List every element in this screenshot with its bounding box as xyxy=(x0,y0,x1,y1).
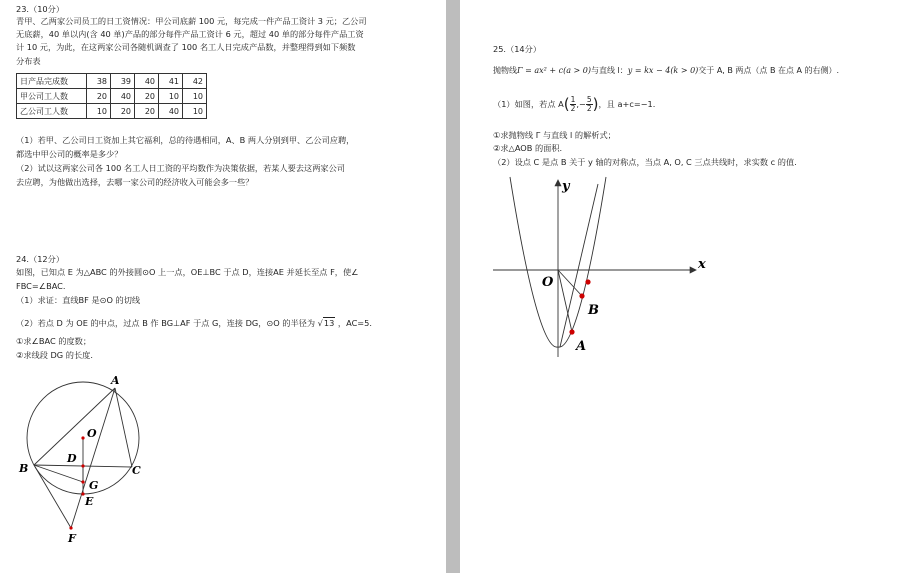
q25-intro-b: 与直线 l： xyxy=(591,66,628,75)
segment-oa xyxy=(558,270,572,332)
label-f: F xyxy=(68,532,76,545)
q23-intro-line: 计 10 元，为此，在这两家公司各随机调查了 100 名工人日完成产品数，并整理得到如下频数 xyxy=(16,42,356,52)
q23-intro-line: 无底薪，40 单以内(含 40 单)产品的部分每件产品工资计 6 元，超过 40 单的部分每件产品工资 xyxy=(16,29,364,39)
segment-bg xyxy=(34,465,83,482)
q25-intro-c: 交于 A, B 两点（点 B 在点 A 的右侧）. xyxy=(698,66,840,75)
frac2-numerator: 5 xyxy=(586,95,592,104)
table-cell: 20 xyxy=(111,104,135,119)
q25-sub1: ①求抛物线 Γ 与直线 l 的解析式； xyxy=(493,130,616,140)
q25-intro xyxy=(493,65,839,77)
table-row xyxy=(17,104,207,119)
circle-geometry-figure xyxy=(14,370,164,550)
point-d xyxy=(81,464,84,467)
label-y: y xyxy=(562,179,570,194)
frac1-numerator: 1 xyxy=(570,95,576,104)
table-cell: 40 xyxy=(159,104,183,119)
line-equation: y = kx − 4(k > 0) xyxy=(627,66,699,75)
segment-ob xyxy=(558,270,582,296)
table-cell: 10 xyxy=(87,104,111,119)
q24-line: （1）求证：直线BF 是⊙O 的切线 xyxy=(16,295,141,305)
table-cell: 甲公司工人数 xyxy=(17,89,87,104)
fraction-2 xyxy=(586,96,593,113)
q25-intro-a: 抛物线 xyxy=(493,66,517,75)
table-row xyxy=(17,74,207,89)
q24-part2-prefix: （2）若点 D 为 OE 的中点，过点 B 作 BG⊥AF 于点 G，连接 DG，⊙O 的半径为 xyxy=(16,318,316,328)
q24-header: 24.（12分） xyxy=(16,254,65,264)
q24-line: FBC=∠BAC. xyxy=(16,281,66,291)
q23-intro-line: 青甲、乙两家公司员工的日工资情况：甲公司底薪 100 元，每完成一件产品工资计 3 元；乙公司 xyxy=(16,16,367,26)
label-b: B xyxy=(19,462,29,475)
table-row xyxy=(17,89,207,104)
label-d: D xyxy=(67,452,77,465)
q24-sub1: ①求∠BAC 的度数； xyxy=(16,336,92,346)
table-cell: 20 xyxy=(135,104,159,119)
table-cell: 42 xyxy=(183,74,207,89)
q23-header: 23.（10分） xyxy=(16,4,65,14)
table-cell: 38 xyxy=(87,74,111,89)
q25-part2: （2）设点 C 是点 B 关于 y 轴的对称点，当点 A, O, C 三点共线时，求实数 c 的值. xyxy=(493,157,797,167)
q25-part1-suffix: ，且 a+c=−1. xyxy=(598,99,656,109)
table-cell: 10 xyxy=(183,104,207,119)
point-f xyxy=(69,526,72,529)
point-g xyxy=(81,480,84,483)
q24-sub2: ②求线段 DG 的长度. xyxy=(16,350,93,360)
q25-header: 25.（14分） xyxy=(493,44,542,54)
label-g: G xyxy=(89,479,99,492)
table-cell: 10 xyxy=(183,89,207,104)
q23-intro-line: 分布表 xyxy=(16,56,41,66)
q25-part1-prefix: （1）如图，若点 A xyxy=(493,99,564,109)
q23-part2-line: （2）试以这两家公司各 100 名工人日工资的平均数作为决策依据，若某人要去这两家公司 xyxy=(16,163,345,173)
q24-line: 如图，已知点 E 为△ABC 的外接圆⊙O 上一点，OE⊥BC 于点 D，连接AE 并延长至点 F，使∠ xyxy=(16,267,359,277)
label-x: x xyxy=(698,257,706,272)
table-cell: 40 xyxy=(111,89,135,104)
q24-part2-suffix: ，AC=5. xyxy=(337,318,372,328)
table-cell: 10 xyxy=(159,89,183,104)
left-page xyxy=(0,0,446,573)
label-o: O xyxy=(87,427,97,440)
parabola-figure xyxy=(488,172,718,362)
sqrt-value: 13 xyxy=(323,318,335,328)
point-o xyxy=(81,436,84,439)
q25-part1 xyxy=(493,96,655,113)
label-e: E xyxy=(85,495,94,508)
q24-part2 xyxy=(16,318,372,330)
table-cell: 乙公司工人数 xyxy=(17,104,87,119)
table-cell: 40 xyxy=(135,74,159,89)
frac-separator: ,− xyxy=(576,99,586,109)
q23-part2-line: 去应聘，为他做出选择，去哪一家公司的经济收入可能会多一些？ xyxy=(16,177,254,187)
label-a: A xyxy=(576,339,587,354)
paren-open: ( xyxy=(563,94,570,113)
parabola-equation: Γ = ax² + c(a > 0) xyxy=(517,66,591,75)
segment-bf xyxy=(34,465,71,528)
q23-part1-line: 都选中甲公司的概率是多少？ xyxy=(16,149,123,159)
line-l xyxy=(560,184,598,347)
point-a xyxy=(569,329,574,334)
table-cell: 20 xyxy=(135,89,159,104)
q23-part1-line: （1）若甲、乙公司日工资加上其它福利，总的待遇相同，A、B 两人分别到甲、乙公司应聘， xyxy=(16,135,355,145)
table-cell: 日产品完成数 xyxy=(17,74,87,89)
table-cell: 39 xyxy=(111,74,135,89)
frac2-denominator: 2 xyxy=(586,104,592,113)
label-o: O xyxy=(542,275,554,290)
point-b xyxy=(579,293,584,298)
sqrt-sign: √ xyxy=(317,318,323,328)
label-a: A xyxy=(111,374,120,387)
frequency-table xyxy=(16,73,207,119)
point-intersection xyxy=(585,279,590,284)
table-cell: 41 xyxy=(159,74,183,89)
q25-sub2: ②求△AOB 的面积. xyxy=(493,143,563,153)
label-b: B xyxy=(588,303,599,318)
frac1-denominator: 2 xyxy=(570,104,576,113)
table-cell: 20 xyxy=(87,89,111,104)
paren-close: ) xyxy=(592,94,599,113)
label-c: C xyxy=(132,464,141,477)
right-page xyxy=(460,0,904,573)
page-gutter xyxy=(446,0,460,573)
